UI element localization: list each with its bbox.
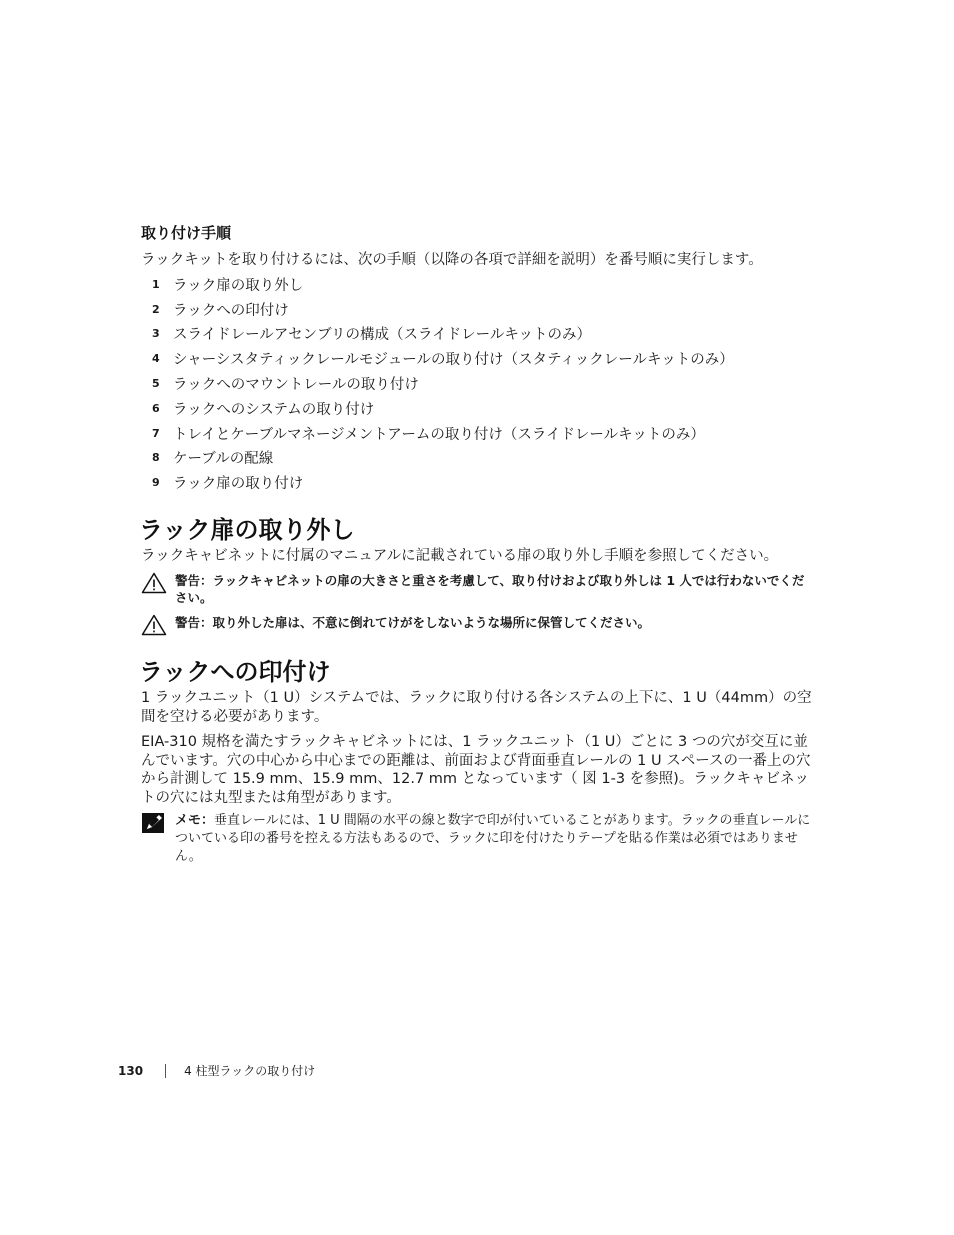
step-number: 7 — [152, 426, 160, 440]
note-text — [175, 812, 815, 866]
door-section-title: ラック扉の取り外し — [139, 516, 355, 544]
step-item — [141, 322, 734, 347]
step-number: 9 — [152, 476, 160, 490]
warning-triangle-icon — [141, 572, 167, 594]
step-number: 2 — [152, 302, 160, 316]
footer-divider — [165, 1064, 166, 1078]
step-item — [141, 272, 734, 297]
step-number: 8 — [152, 451, 160, 465]
procedure-heading: 取り付け手順 — [141, 224, 232, 242]
warning-triangle-icon — [141, 614, 167, 636]
procedure-steps — [141, 272, 734, 495]
marking-section-title: ラックへの印付け — [139, 658, 331, 686]
step-number: 3 — [152, 327, 160, 341]
step-text: トレイとケーブルマネージメントアームの取り付け（スライドレールキットのみ） — [173, 426, 705, 443]
door-section-body: ラックキャビネットに付属のマニュアルに記載されている扉の取り外し手順を参照してください。 — [141, 548, 779, 564]
step-item — [141, 346, 734, 371]
step-text: ラックへのシステムの取り付け — [173, 401, 375, 418]
step-item — [141, 371, 734, 396]
note-body: 垂直レールには、1 U 間隔の水平の線と数字で印が付いていることがあります。ラックの垂直レールについている印の番号を控える方法もあるので、ラックに印を付けたりテープを貼る作業は必須ではありません。 — [175, 813, 811, 864]
step-text: スライドレールアセンブリの構成（スライドレールキットのみ） — [173, 327, 592, 344]
step-item — [141, 421, 734, 446]
warning-notice-1 — [141, 572, 815, 606]
note-label: メモ： — [175, 813, 215, 828]
warning-notice-2 — [141, 614, 815, 636]
step-text: ラック扉の取り付け — [173, 476, 304, 493]
marking-para-1: 1 ラックユニット（1 U）システムでは、ラックに取り付ける各システムの上下に、1 U（44mm）の空間を空ける必要があります。 — [141, 690, 812, 725]
chapter-title: 4 柱型ラックの取り付け — [184, 1064, 316, 1078]
pencil-note-icon — [141, 812, 167, 834]
step-item — [141, 470, 734, 495]
step-item — [141, 446, 734, 471]
step-number: 1 — [152, 277, 160, 291]
step-item — [141, 297, 734, 322]
note-box — [141, 812, 815, 866]
step-text: シャーシスタティックレールモジュールの取り付け（スタティックレールキットのみ） — [173, 352, 734, 369]
procedure-intro: ラックキットを取り付けるには、次の手順（以降の各項で詳細を説明）を番号順に実行します。 — [141, 252, 763, 268]
step-text: ラック扉の取り外し — [173, 277, 304, 294]
page-footer — [118, 1062, 315, 1079]
step-item — [141, 396, 734, 421]
marking-para-2: EIA-310 規格を満たすラックキャビネットには、1 ラックユニット（1 U）ごとに 3 つの穴が交互に並んでいます。穴の中心から中心までの距離は、前面および背面垂直レールの 1 U スペースの一番上の穴から計測して 15.9 mm、15.9 mm、12.7 mm となっています（ 図 1-3 を参照)。ラックキャビネットの穴には丸型または角型があります。 — [141, 734, 811, 806]
step-number: 4 — [152, 352, 160, 366]
step-number: 5 — [152, 377, 160, 391]
step-text: ケーブルの配線 — [173, 451, 274, 468]
step-text: ラックへの印付け — [173, 302, 289, 319]
step-text: ラックへのマウントレールの取り付け — [173, 377, 419, 394]
step-number: 6 — [152, 401, 160, 415]
warning-text-1: 警告：ラックキャビネットの扉の大きさと重さを考慮して、取り付けおよび取り外しは 1 人では行わないでください。 — [175, 573, 805, 605]
warning-text-2: 警告：取り外した扉は、不意に倒れてけがをしないような場所に保管してください。 — [175, 615, 651, 630]
page-number: 130 — [118, 1063, 144, 1078]
